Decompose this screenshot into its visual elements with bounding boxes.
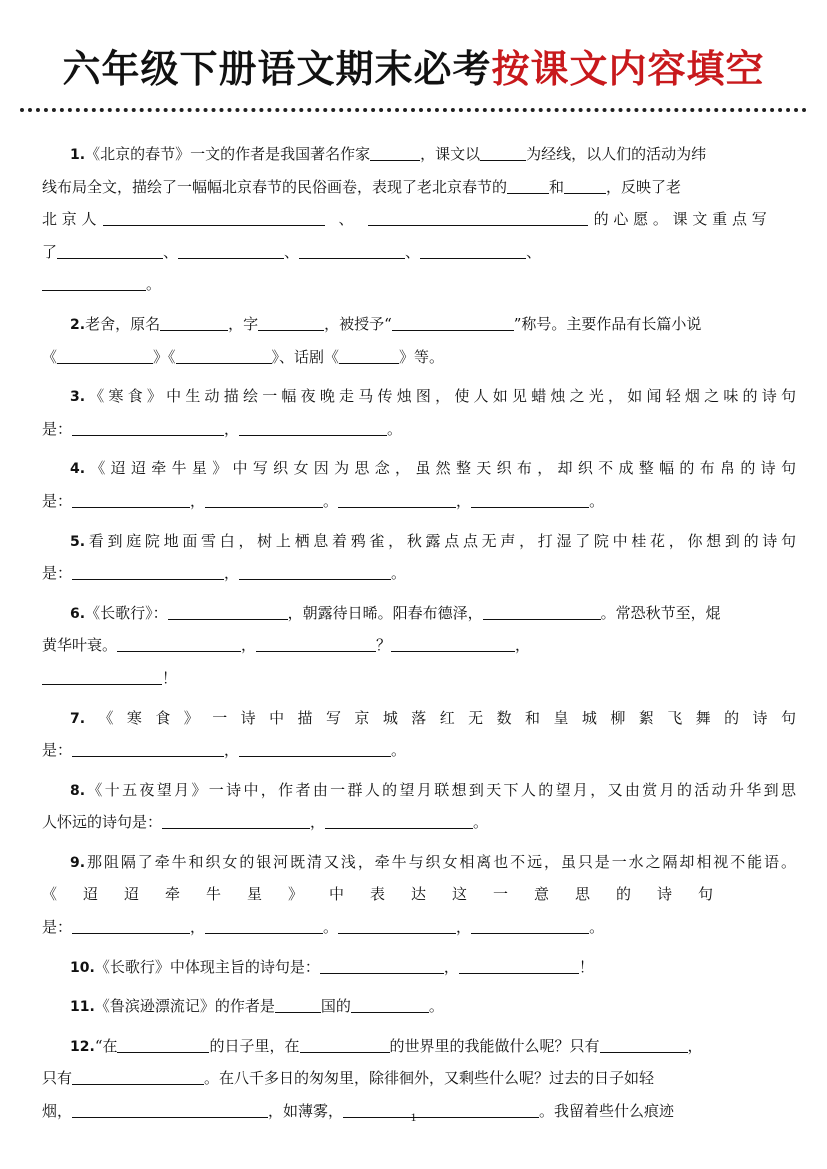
page-title <box>0 44 827 94</box>
q4-comma: ， <box>190 491 206 510</box>
q11-number: 11. <box>70 999 95 1016</box>
q11-text: 《鲁滨逊漂流记》的作者是 <box>94 997 275 1016</box>
q12-blank-4[interactable] <box>72 1069 204 1085</box>
q3-line-2 <box>42 413 796 446</box>
q9-number: 9. <box>70 854 86 871</box>
q1-blank-b[interactable] <box>564 178 606 194</box>
q3-blank-2[interactable] <box>239 420 387 436</box>
q5-number: 5. <box>70 533 86 550</box>
q10-blank-2[interactable] <box>459 958 579 974</box>
title-part-2: 按课文内容填空 <box>491 47 765 91</box>
q6-line-2 <box>42 629 796 662</box>
dotted-divider <box>20 108 807 112</box>
q1-line-1 <box>42 138 796 171</box>
q10-number: 10. <box>70 959 95 976</box>
q2-text: 老舍，原名 <box>85 314 161 333</box>
q6-blank-5[interactable] <box>391 636 515 652</box>
q1-text: 《北京的春节》一文的作者是我国著名作家 <box>85 145 371 163</box>
q2-text: ，被授予“ <box>324 314 392 333</box>
q12-text: 。在八千多日的匆匆里，除徘徊外，又剩些什么呢？过去的日子如轻 <box>204 1069 655 1088</box>
q1-line-5 <box>42 268 796 301</box>
q8-blank-2[interactable] <box>325 813 473 829</box>
page-number: 1 <box>410 1110 417 1124</box>
q1-sep: 、 <box>526 242 542 261</box>
q1-text: 和 <box>549 177 565 196</box>
q6-blank-2[interactable] <box>483 604 601 620</box>
q3-number: 3. <box>70 389 86 406</box>
q2-blank-name[interactable] <box>160 315 228 331</box>
q9-comma: ， <box>456 918 472 937</box>
q1-blank-focus-1[interactable] <box>57 243 163 259</box>
q12-text: 的世界里的我能做什么呢？只有 <box>389 1036 600 1055</box>
q4-blank-1[interactable] <box>72 492 190 508</box>
q9-line-1 <box>42 846 796 879</box>
q2-blank-novel-2[interactable] <box>176 348 272 364</box>
q12-text: 烟， <box>42 1102 73 1121</box>
q2-blank-title[interactable] <box>392 315 514 331</box>
title-part-1: 六年级下册语文期末必考 <box>62 47 492 91</box>
q1-line-4 <box>42 236 796 269</box>
q8-end: 。 <box>473 813 489 832</box>
q2-text: 《 <box>42 347 58 366</box>
q7-text: 《寒食》一诗中描写京城落红无数和皇城柳絮飞舞的诗句 <box>85 708 796 727</box>
q8-blank-1[interactable] <box>162 813 310 829</box>
q9-line-3 <box>42 911 796 944</box>
q1-blank-a[interactable] <box>507 178 549 194</box>
q6-text: 黄华叶衰。 <box>42 636 118 655</box>
q12-text: 。我留着些什么痕迹 <box>539 1102 675 1121</box>
q12-blank-3[interactable] <box>600 1037 688 1053</box>
q2-text: ，字 <box>228 314 259 333</box>
q7-blank-2[interactable] <box>239 741 391 757</box>
q8-comma: ， <box>310 813 326 832</box>
q1-text: ，课文以 <box>420 145 481 163</box>
q9-blank-2[interactable] <box>205 918 323 934</box>
q4-line-1 <box>42 452 796 485</box>
q1-blank-focus-2[interactable] <box>178 243 284 259</box>
q1-number: 1. <box>70 147 86 163</box>
q1-end: 。 <box>146 275 162 294</box>
q3-text: 《寒食》中生动描绘一幅夜晚走马传烛图，使人如见蜡烛之光，如闻轻烟之味的诗句 <box>85 387 796 406</box>
q4-period: 。 <box>589 491 605 510</box>
q7-text: 是： <box>42 741 73 760</box>
q10-end: ！ <box>578 957 594 976</box>
q2-line-2 <box>42 341 796 374</box>
q10-blank-1[interactable] <box>320 958 444 974</box>
q8-text: 人怀远的诗句是： <box>42 813 163 832</box>
question-4 <box>42 452 796 517</box>
q2-blank-drama[interactable] <box>339 348 399 364</box>
q2-blank-novel-1[interactable] <box>57 348 153 364</box>
question-11 <box>42 990 796 1023</box>
q8-text: 《十五夜望月》一诗中，作者由一群人的望月联想到天下人的望月，又由赏月的活动升华到思 <box>85 780 796 799</box>
q1-blank-author[interactable] <box>370 145 420 161</box>
q12-number: 12. <box>70 1038 95 1055</box>
question-8 <box>42 774 796 839</box>
q3-comma: ， <box>224 419 240 438</box>
q6-blank-6[interactable] <box>42 669 162 685</box>
q1-text: 的 心 愿 。 课 文 重 点 写 <box>593 210 767 229</box>
q8-number: 8. <box>70 782 86 799</box>
q9-text: 那阻隔了牵牛和织女的银河既清又浅，牵牛与织女相离也不远，虽只是一水之隔却相视不能语。 <box>85 852 796 871</box>
q11-end: 。 <box>428 997 444 1016</box>
q12-line-1 <box>42 1030 796 1063</box>
q7-blank-1[interactable] <box>72 741 224 757</box>
q11-text: 国的 <box>320 997 351 1016</box>
question-1 <box>42 138 796 301</box>
question-5 <box>42 525 796 590</box>
q8-line-1 <box>42 774 796 807</box>
q2-line-1 <box>42 308 796 341</box>
q5-end: 。 <box>391 564 407 583</box>
q7-line-2 <box>42 734 796 767</box>
q4-blank-4[interactable] <box>471 492 589 508</box>
q2-blank-courtesy[interactable] <box>258 315 324 331</box>
q6-comma: ， <box>241 636 257 655</box>
q11-blank-author[interactable] <box>351 997 429 1013</box>
question-2 <box>42 308 796 373</box>
q12-line-2 <box>42 1062 796 1095</box>
q8-line-2 <box>42 806 796 839</box>
q9-text: 《迢迢牵牛星》中表达这一意思的诗句 <box>42 885 740 904</box>
q9-text: 是： <box>42 918 73 937</box>
q12-text: 只有 <box>42 1069 73 1088</box>
q7-end: 。 <box>391 741 407 760</box>
q9-blank-4[interactable] <box>471 918 589 934</box>
q4-blank-2[interactable] <box>205 492 323 508</box>
q2-text: ”称号。主要作品有长篇小说 <box>513 314 702 333</box>
q9-blank-3[interactable] <box>338 918 456 934</box>
q2-number: 2. <box>70 316 86 333</box>
question-9 <box>42 846 796 944</box>
q5-line-1 <box>42 525 796 558</box>
q1-text: ，反映了老 <box>606 177 682 196</box>
q1-blank-warp[interactable] <box>480 145 526 161</box>
question-6 <box>42 597 796 695</box>
q4-number: 4. <box>70 461 86 478</box>
q3-line-1 <box>42 380 796 413</box>
q1-line-2 <box>42 171 796 204</box>
q1-blank-focus-3[interactable] <box>299 243 405 259</box>
q1-blank-focus-5[interactable] <box>42 275 146 291</box>
q7-line-1 <box>42 702 796 735</box>
q6-line-1 <box>42 597 796 630</box>
q1-text: 为经线，以人们的活动为纬 <box>526 145 707 163</box>
q6-end: ！ <box>162 668 178 687</box>
q4-comma: ， <box>456 491 472 510</box>
q4-blank-3[interactable] <box>338 492 456 508</box>
q4-line-2 <box>42 485 796 518</box>
q12-text: 的日子里，在 <box>209 1036 300 1055</box>
q12-text: ，如薄雾， <box>268 1102 344 1121</box>
q5-text: 是： <box>42 564 73 583</box>
q6-text: 《长歌行》： <box>85 603 168 622</box>
q11-blank-country[interactable] <box>275 997 321 1013</box>
q5-text: 看到庭院地面雪白，树上栖息着鸦雀，秋露点点无声，打湿了院中桂花，你想到的诗句 <box>85 531 796 550</box>
q6-text: 。常恐秋节至，焜 <box>600 603 721 622</box>
q2-text: 》等。 <box>399 347 445 366</box>
q6-blank-1[interactable] <box>168 604 288 620</box>
q4-text: 是： <box>42 491 73 510</box>
q10-text: 《长歌行》中体现主旨的诗句是： <box>94 957 320 976</box>
q5-blank-2[interactable] <box>239 564 391 580</box>
q1-blank-wish-1[interactable] <box>103 210 325 226</box>
question-3 <box>42 380 796 445</box>
q9-period: 。 <box>589 918 605 937</box>
q12-blank-1[interactable] <box>117 1037 209 1053</box>
q9-blank-1[interactable] <box>72 918 190 934</box>
question-7 <box>42 702 796 767</box>
q6-question: ？ <box>376 636 392 655</box>
q6-blank-4[interactable] <box>256 636 376 652</box>
q6-number: 6. <box>70 605 86 622</box>
q3-text: 是： <box>42 419 73 438</box>
q1-sep: 、 <box>284 242 300 261</box>
q5-comma: ， <box>224 564 240 583</box>
q1-text: 了 <box>42 242 58 261</box>
question-10 <box>42 951 796 984</box>
q10-comma: ， <box>443 957 459 976</box>
q7-comma: ， <box>224 741 240 760</box>
q5-line-2 <box>42 557 796 590</box>
q6-blank-3[interactable] <box>117 636 241 652</box>
q1-sep: 、 <box>405 242 421 261</box>
q9-line-2 <box>42 878 796 911</box>
q1-sep: 、 <box>163 242 179 261</box>
q6-line-3 <box>42 662 796 695</box>
q1-text: 、 <box>338 210 354 229</box>
q3-end: 。 <box>387 419 403 438</box>
q11-line-1 <box>42 990 796 1023</box>
q2-text: 》《 <box>153 347 176 366</box>
q4-period: 。 <box>323 491 339 510</box>
q9-period: 。 <box>323 918 339 937</box>
q5-blank-1[interactable] <box>72 564 224 580</box>
q10-line-1 <box>42 951 796 984</box>
q1-blank-focus-4[interactable] <box>420 243 526 259</box>
q12-text: ， <box>687 1036 703 1055</box>
q6-text: ，朝露待日晞。阳春布德泽， <box>287 603 483 622</box>
q1-blank-wish-2[interactable] <box>368 210 588 226</box>
q12-blank-2[interactable] <box>300 1037 390 1053</box>
q1-text: 线布局全文，描绘了一幅幅北京春节的民俗画卷，表现了老北京春节的 <box>42 177 508 196</box>
q1-text: 北 京 人 <box>42 210 97 229</box>
q9-comma: ， <box>190 918 206 937</box>
q7-number: 7. <box>70 710 86 727</box>
q2-text: 》、话剧《 <box>271 347 340 366</box>
q3-blank-1[interactable] <box>72 420 224 436</box>
q4-text: 《迢迢牵牛星》中写织女因为思念，虽然整天织布，却织不成整幅的布帛的诗句 <box>85 459 796 478</box>
q1-line-3 <box>42 203 796 236</box>
q6-comma: ， <box>515 636 531 655</box>
question-list <box>42 138 796 1135</box>
q12-text: “在 <box>94 1036 118 1055</box>
